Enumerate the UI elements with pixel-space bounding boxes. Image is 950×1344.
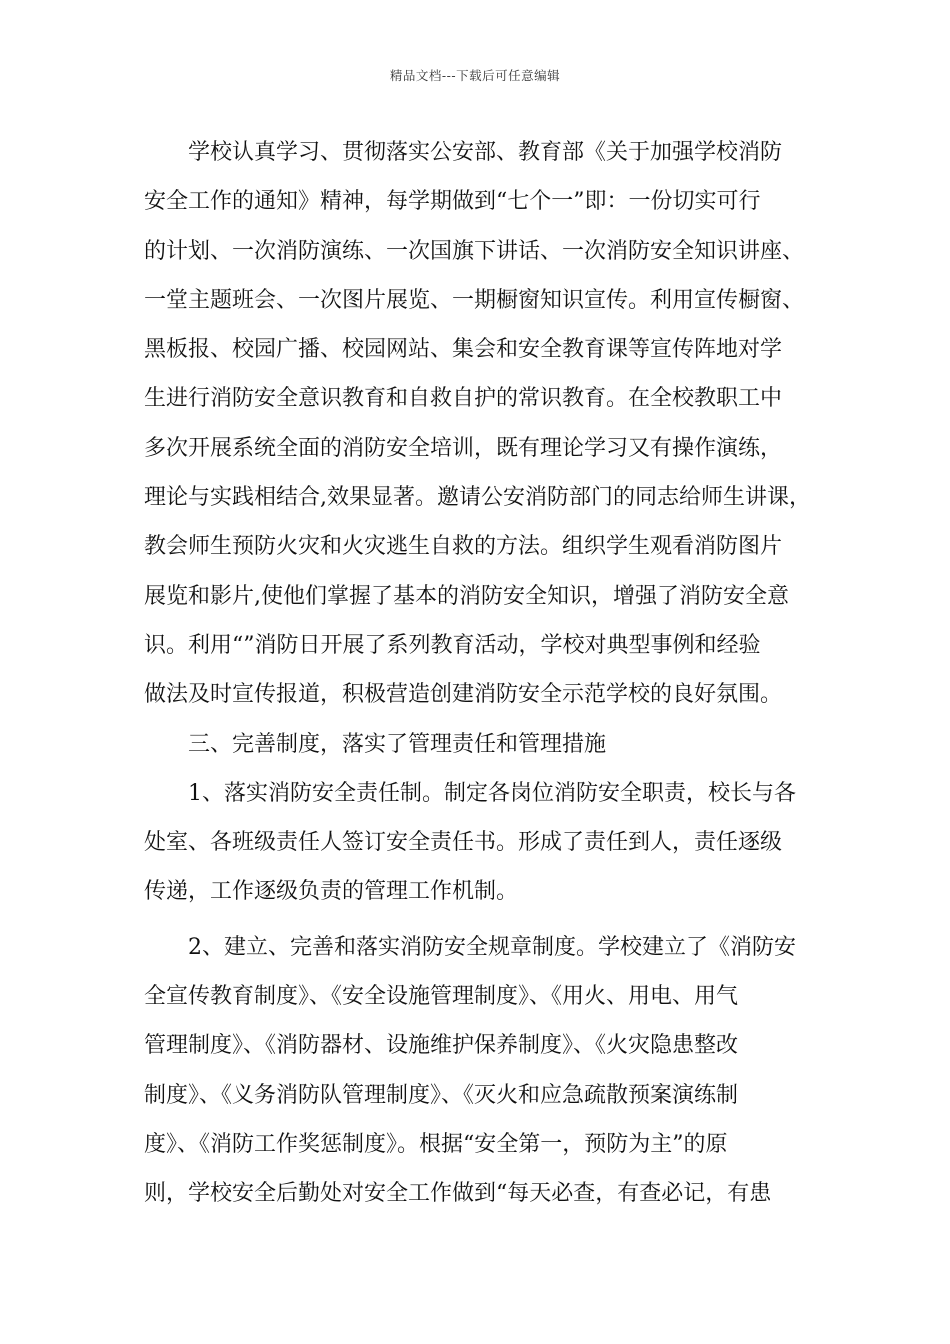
document-body [144, 128, 816, 1219]
text-line: 的计划、一次消防演练、一次国旗下讲话、一次消防安全知识讲座、 [144, 238, 805, 264]
text-line: 学校认真学习、贯彻落实公安部、教育部《关于加强学校消防 [188, 140, 783, 165]
text-line: 1、落实消防安全责任制。制定各岗位消防安全职责，校长与各 [188, 780, 796, 806]
text-line: 处室、各班级责任人签订安全责任书。形成了责任到人，责任逐级 [144, 830, 783, 856]
text-line: 教会师生预防火灾和火灾逃生自救的方法。组织学生观看消防图片 [144, 534, 783, 560]
text-line: 安全工作的通知》精神，每学期做到“七个一”即：一份切实可行 [144, 189, 761, 215]
text-line: 三、完善制度，落实了管理责任和管理措施 [188, 731, 607, 757]
text-line: 管理制度》、《消防器材、设施维护保养制度》、《火灾隐患整改 [144, 1033, 739, 1059]
page-header: 精品文档---下载后可任意编辑 [389, 68, 561, 83]
text-line: 2、建立、完善和落实消防安全规章制度。学校建立了《消防安 [188, 934, 796, 960]
text-line: 生进行消防安全意识教育和自救自护的常识教育。在全校教职工中 [144, 386, 783, 412]
text-line: 理论与实践相结合,效果显著。邀请公安消防部门的同志给师生讲课， [144, 485, 811, 511]
text-line: 一堂主题班会、一次图片展览、一期橱窗知识宣传。利用宣传橱窗、 [144, 287, 805, 313]
text-line: 黑板报、校园广播、校园网站、集会和安全教育课等宣传阵地对学 [144, 337, 783, 363]
text-line: 则，学校安全后勤处对安全工作做到“每天必查，有查必记，有患 [144, 1181, 772, 1207]
text-line: 展览和影片,使他们掌握了基本的消防安全知识，增强了消防安全意 [144, 583, 789, 609]
text-line: 制度》、《义务消防队管理制度》、《灭火和应急疏散预案演练制 [144, 1082, 739, 1108]
text-line: 度》、《消防工作奖惩制度》。根据“安全第一，预防为主”的原 [144, 1131, 728, 1157]
text-line: 全宣传教育制度》、《安全设施管理制度》、《用火、用电、用气 [144, 984, 739, 1010]
text-line: 识。利用“”消防日开展了系列教育活动，学校对典型事例和经验 [144, 632, 761, 658]
text-line: 做法及时宣传报道，积极营造创建消防安全示范学校的良好氛围。 [144, 682, 783, 708]
text-line: 传递，工作逐级负责的管理工作机制。 [144, 879, 519, 905]
text-line: 多次开展系统全面的消防安全培训，既有理论学习又有操作演练， [144, 435, 783, 461]
